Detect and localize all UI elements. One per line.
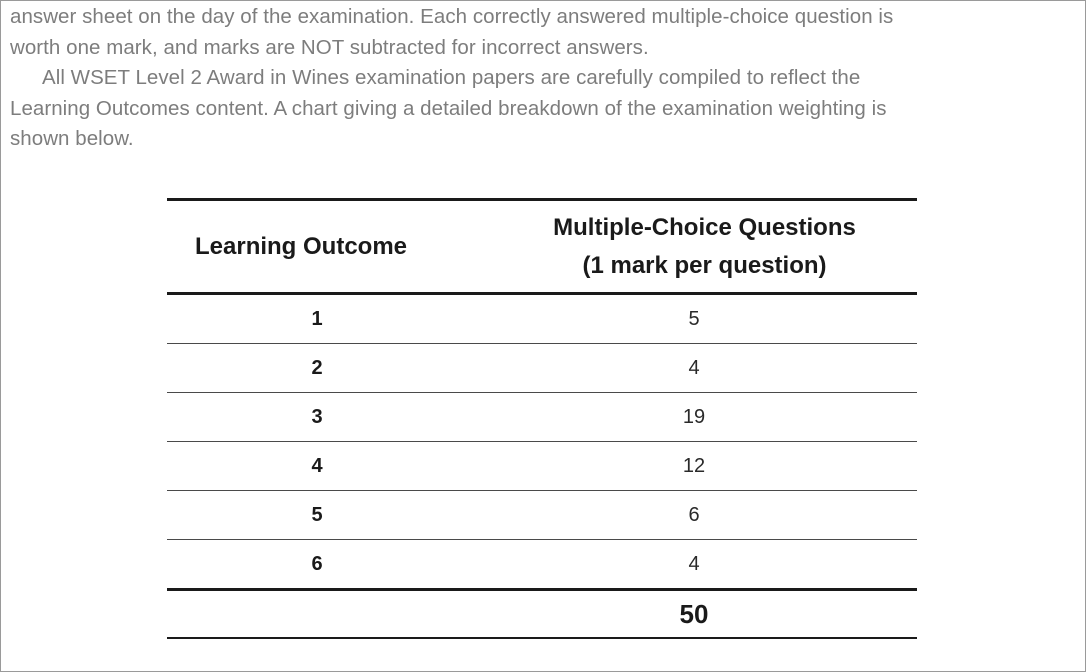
paragraph-line: answer sheet on the day of the examination. Each correctly answered multiple-choice question is	[10, 5, 894, 28]
mcq-header-title: Multiple-Choice Questions	[553, 213, 856, 241]
total-questions-cell: 50	[467, 590, 917, 639]
table-row	[167, 540, 917, 590]
exam-weighting-paragraph	[10, 63, 1070, 155]
mcq-header-subtitle: (1 mark per question)	[582, 251, 827, 279]
table-header-row	[167, 200, 917, 294]
table-row	[167, 491, 917, 540]
learning-outcome-cell: 5	[167, 491, 467, 540]
exam-weighting-table	[167, 198, 917, 639]
total-row	[167, 590, 917, 639]
question-count-cell: 5	[467, 294, 917, 344]
question-count-cell: 4	[467, 540, 917, 590]
table-row	[167, 393, 917, 442]
paragraph-line: shown below.	[10, 127, 134, 150]
question-count-cell: 12	[467, 442, 917, 491]
learning-outcome-cell: 2	[167, 344, 467, 393]
learning-outcome-cell: 3	[167, 393, 467, 442]
paragraph-line: All WSET Level 2 Award in Wines examination papers are carefully compiled to reflect the	[42, 66, 861, 89]
exam-marking-paragraph	[10, 2, 1070, 63]
mcq-header	[467, 200, 917, 294]
question-count-cell: 19	[467, 393, 917, 442]
question-count-cell: 4	[467, 344, 917, 393]
table-row	[167, 294, 917, 344]
learning-outcome-cell: 1	[167, 294, 467, 344]
paragraph-line: Learning Outcomes content. A chart giving a detailed breakdown of the examination weighting is	[10, 96, 887, 120]
question-count-cell: 6	[467, 491, 917, 540]
paragraph-line: worth one mark, and marks are NOT subtracted for incorrect answers.	[10, 35, 649, 59]
learning-outcome-cell: 6	[167, 540, 467, 590]
table-row	[167, 442, 917, 491]
total-label-cell	[167, 590, 467, 639]
learning-outcome-cell: 4	[167, 442, 467, 491]
table-row	[167, 344, 917, 393]
learning-outcome-header: Learning Outcome	[167, 200, 467, 294]
